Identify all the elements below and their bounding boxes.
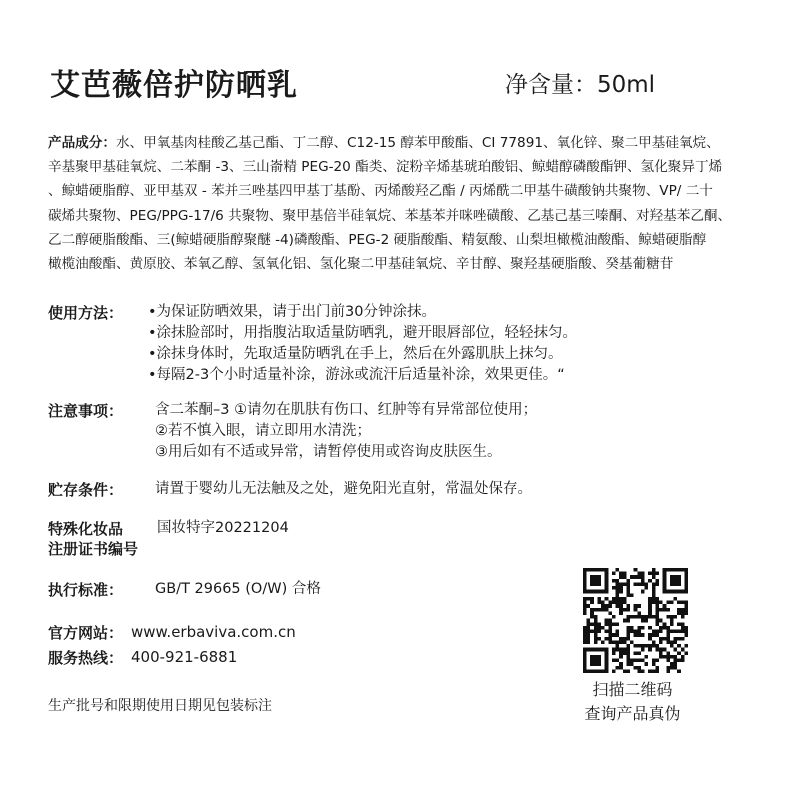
qr-caption-line-1: 扫描二维码 xyxy=(592,680,673,699)
qr-code[interactable] xyxy=(583,568,688,673)
ingredients xyxy=(48,131,731,276)
usage-label: 使用方法： xyxy=(48,304,124,322)
usage-line: •为保证防晒效果，请于出门前30分钟涂抹。 xyxy=(148,304,437,320)
product-title: 艾芭薇倍护防晒乳 xyxy=(50,68,298,103)
ingredients-label: 产品成分： xyxy=(48,135,116,151)
qr-modules xyxy=(583,568,688,673)
usage-line: •涂抹身体时，先取适量防晒乳在手上，然后在外露肌肤上抹匀。 xyxy=(148,346,563,362)
ingredients-line: 水、甲氧基肉桂酸乙基己酯、丁二醇、C12-15 醇苯甲酸酯、CI 77891、氧化锌、聚二甲基硅氧烷、 xyxy=(115,135,720,151)
special-value: 国妆特字20221204 xyxy=(157,520,289,536)
storage-label: 贮存条件： xyxy=(48,481,124,499)
usage-text xyxy=(148,302,577,386)
caution-text xyxy=(155,400,537,463)
hotline-label: 服务热线： xyxy=(48,649,124,667)
batch-note: 生产批号和限期使用日期见包装标注 xyxy=(48,698,272,714)
ingredients-line: 碳烯共聚物、PEG/PPG-17/6 共聚物、聚甲基倍半硅氧烷、苯基苯并咪唑磺酸、乙基己基三嗪酮、对羟基苯乙酮、 xyxy=(48,207,732,224)
website-label: 官方网站： xyxy=(48,624,124,642)
net-content: 净含量：50ml xyxy=(505,72,656,98)
ingredients-line: 、鲸蜡硬脂醇、亚甲基双 - 苯并三唑基四甲基丁基酚、丙烯酸羟乙酯 / 丙烯酰二甲基牛磺酸钠共聚物、VP/ 二十 xyxy=(48,183,713,200)
ingredients-line: 辛基聚甲基硅氧烷、二苯酮 -3、三山嵛精 PEG-20 酯类、淀粉辛烯基琥珀酸铝、鲸蜡醇磷酸酯钾、氢化聚异丁烯 xyxy=(48,159,723,176)
qr-caption-line-2: 查询产品真伪 xyxy=(584,704,681,723)
usage-line: •涂抹脸部时，用指腹沾取适量防晒乳，避开眼唇部位，轻轻抹匀。 xyxy=(148,325,578,341)
ingredients-line: 橄榄油酸酯、黄原胶、苯氧乙醇、氢氧化铝、氢化聚二甲基硅氧烷、辛甘醇、聚羟基硬脂酸、癸基葡糖苷 xyxy=(48,256,674,273)
hotline-value: 400-921-6881 xyxy=(131,648,238,666)
caution-label: 注意事项： xyxy=(48,402,124,420)
special-label-1: 特殊化妆品 xyxy=(48,520,124,538)
qr-caption xyxy=(560,678,705,726)
caution-line: ③用后如有不适或异常，请暂停使用或咨询皮肤医生。 xyxy=(155,444,502,460)
storage-value: 请置于婴幼儿无法触及之处，避免阳光直射，常温处保存。 xyxy=(155,481,532,497)
special-label-2: 注册证书编号 xyxy=(48,540,139,558)
standard-value: GB/T 29665 (O/W) 合格 xyxy=(155,581,321,597)
caution-line: ②若不慎入眼，请立即用水清洗； xyxy=(155,423,371,439)
website-value[interactable]: www.erbaviva.com.cn xyxy=(131,623,296,641)
caution-line: 含二苯酮–3 ①请勿在肌肤有伤口、红肿等有异常部位使用； xyxy=(155,402,538,418)
standard-label: 执行标准： xyxy=(48,581,124,599)
ingredients-line: 乙二醇硬脂酸酯、三(鲸蜡硬脂醇聚醚 -4)磷酸酯、PEG-2 硬脂酸酯、精氨酸、山梨坦橄榄油酸酯、鲸蜡硬脂醇 xyxy=(48,231,707,248)
usage-line: •每隔2-3个小时适量补涂，游泳或流汗后适量补涂，效果更佳。“ xyxy=(148,367,565,383)
